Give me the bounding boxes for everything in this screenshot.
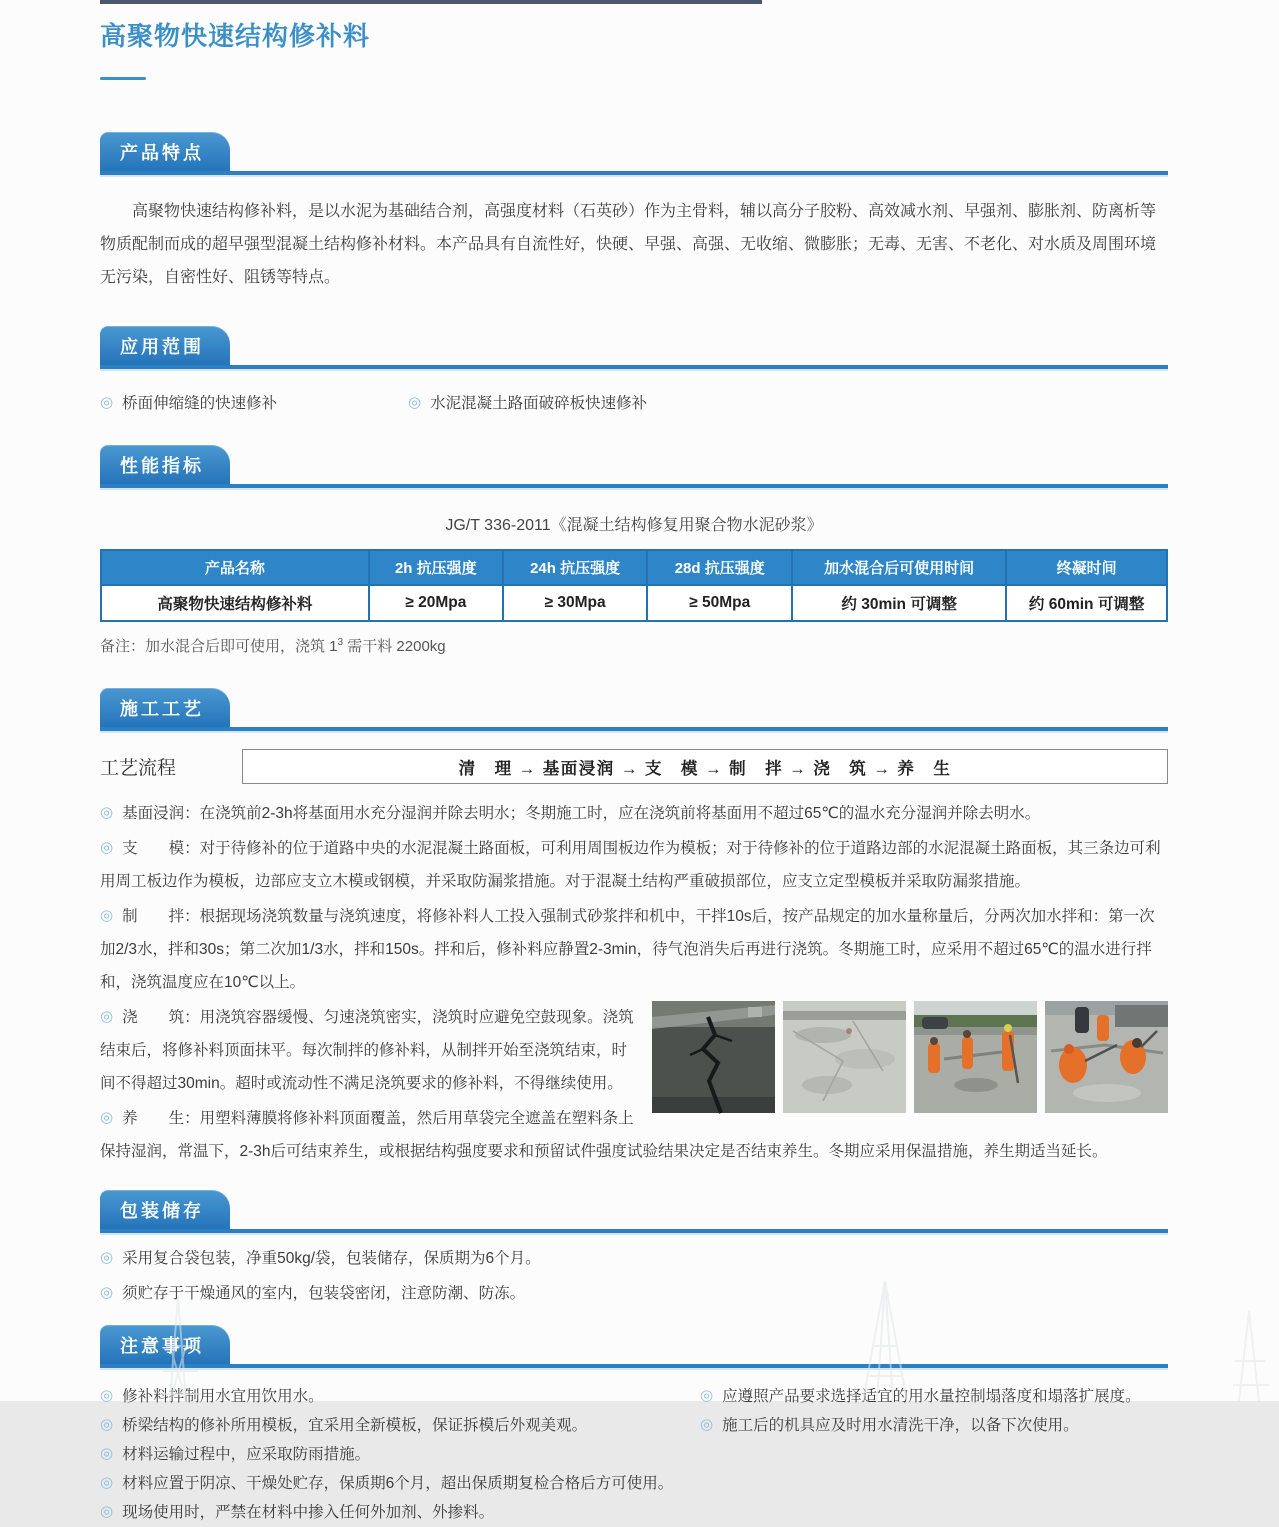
road-repair-workers-photo — [914, 1001, 1037, 1113]
table-cell: 约 60min 可调整 — [1006, 585, 1167, 621]
watermark-tower-sketch — [140, 1286, 220, 1401]
table-cell: ≥ 50Mpa — [647, 585, 792, 621]
ring-bullet-icon: ◎ — [700, 1387, 714, 1404]
packaging-text: 须贮存于干燥通风的室内，包装袋密闭，注意防潮、防冻。 — [122, 1285, 526, 1302]
pavement-crack-photo — [652, 1001, 775, 1113]
step-text: 支 模：对于待修补的位于道路中央的水泥混凝土路面板，可利用周围板边作为模板；对于待修补的位于道路边部的水泥混凝土路面板，其三条边可利用周工板边作为模板，边部应支立木模或钢模，并采取防漏浆措施。对于混凝土结构严重破损部位，应支立定型模板并采取防漏浆措施。 — [100, 840, 1161, 890]
step-text: 养 生：用塑料薄膜将修补料顶面覆盖，然后用草袋完全遮盖在塑料条上保持湿润，常温下，2-3h后可结束养生，或根据结构强度要求和预留试件强度试验结果决定是否结束养生。冬期应采用保温措施，养生期适当延长。 — [100, 1110, 1108, 1160]
note-text: 应遵照产品要求选择适宜的用水量控制塌落度和塌落扩展度。 — [722, 1388, 1141, 1405]
note-text: 施工后的机具应及时用水清洗干净，以备下次使用。 — [722, 1417, 1079, 1434]
note-text: 修补料拌制用水宜用饮用水。 — [122, 1388, 324, 1405]
process-flow-box — [242, 749, 1168, 784]
table-cell: ≥ 30Mpa — [503, 585, 648, 621]
step-text: 制 拌：根据现场浇筑数量与浇筑速度，将修补料人工投入强制式砂浆拌和机中，干拌10s后，按产品规定的加水量称量后，分两次加水拌和：第一次加2/3水，拌和30s；第二次加1/3水，拌和150s。拌和后，修补料应静置2-3min，待气泡消失后再进行浇筑。冬期施工时，应采用不超过65℃的温水进行拌和，浇筑温度应在10℃以上。 — [100, 908, 1155, 991]
section-header-features — [100, 132, 1168, 175]
application-text: 水泥混凝土路面破碎板快速修补 — [430, 395, 648, 412]
section-header-applications — [100, 326, 1168, 369]
table-remark — [100, 635, 1168, 656]
application-item — [408, 391, 647, 413]
section-tab-notes: 注意事项 — [100, 1325, 230, 1364]
applications-list — [100, 391, 1168, 413]
patching-work-photo — [1045, 1001, 1168, 1113]
section-tab-construction: 施工工艺 — [100, 688, 230, 727]
step-mixing — [100, 900, 1168, 999]
table-header-cell: 产品名称 — [101, 550, 369, 585]
standard-caption: JG/T 336-2011《混凝土结构修复用聚合物水泥砂浆》 — [445, 517, 823, 534]
note-item — [700, 1382, 1168, 1411]
remark-suffix: 需干料 2200kg — [343, 638, 446, 655]
table-cell: ≥ 20Mpa — [369, 585, 503, 621]
packaging-item — [100, 1246, 1168, 1268]
notes-left-column — [100, 1382, 700, 1527]
note-text: 桥梁结构的修补所用模板，宜采用全新模板，保证拆模后外观美观。 — [122, 1417, 588, 1434]
step-base-wetting — [100, 797, 1168, 830]
note-item — [100, 1469, 700, 1498]
section-tab-packaging: 包装储存 — [100, 1190, 230, 1229]
section-header-notes — [100, 1325, 1168, 1368]
ring-bullet-icon: ◎ — [408, 394, 422, 411]
notes-right-column — [700, 1382, 1168, 1527]
site-photo-strip — [652, 1001, 1168, 1113]
table-header-cell: 28d 抗压强度 — [647, 550, 792, 585]
step-text: 基面浸润：在浇筑前2-3h将基面用水充分湿润并除去明水；冬期施工时，应在浇筑前将基面用不超过65℃的温水充分湿润并除去明水。 — [122, 805, 1041, 822]
table-header-cell: 加水混合后可使用时间 — [792, 550, 1006, 585]
ring-bullet-icon: ◎ — [100, 1249, 114, 1266]
step-text: 浇 筑：用浇筑容器缓慢、匀速浇筑密实，浇筑时应避免空鼓现象。浇筑结束后，将修补料顶面抹平。每次制拌的修补料，从制拌开始至浇筑结束，时间不得超过30min。超时或流动性不满足浇筑要求的修补料，不得继续使用。 — [100, 1009, 634, 1092]
table-row — [101, 585, 1167, 621]
process-flow-label: 工艺流程 — [100, 758, 177, 779]
note-item — [100, 1411, 700, 1440]
features-paragraph: 高聚物快速结构修补料，是以水泥为基础结合剂，高强度材料（石英砂）作为主骨料，辅以高分子胶粉、高效减水剂、早强剂、膨胀剂、防离析等物质配制而成的超早强型混凝土结构修补材料。本产品具有自流性好，快硬、早强、高强、无收缩、微膨胀；无毒、无害、不老化、对水质及周围环境无污染，自密性好、阻锈等特点。 — [100, 203, 1157, 286]
packaging-text: 采用复合袋包装，净重50kg/袋，包装储存，保质期为6个月。 — [122, 1250, 541, 1267]
note-item — [100, 1498, 700, 1527]
ring-bullet-icon: ◎ — [100, 394, 114, 411]
section-header-packaging — [100, 1190, 1168, 1233]
section-header-construction — [100, 688, 1168, 731]
ring-bullet-icon: ◎ — [100, 1284, 114, 1301]
note-item — [700, 1411, 1168, 1440]
notes-grid — [100, 1382, 1168, 1527]
table-header-cell: 2h 抗压强度 — [369, 550, 503, 585]
section-tab-features: 产品特点 — [100, 132, 230, 171]
ring-bullet-icon: ◎ — [100, 1416, 114, 1433]
process-flow-text: 清 理 → 基面浸润 → 支 模 → 制 拌 → 浇 筑 → 养 生 — [458, 760, 952, 778]
table-header-row — [101, 550, 1167, 585]
construction-steps — [100, 797, 1168, 1168]
ring-bullet-icon: ◎ — [100, 907, 114, 924]
page-title: 高聚物快速结构修补料 — [100, 21, 371, 51]
ring-bullet-icon: ◎ — [100, 1387, 114, 1404]
ring-bullet-icon: ◎ — [100, 804, 114, 821]
ring-bullet-icon: ◎ — [700, 1416, 714, 1433]
ring-bullet-icon: ◎ — [100, 1503, 114, 1520]
table-header-cell: 24h 抗压强度 — [503, 550, 648, 585]
document-content — [100, 0, 1168, 1527]
section-tab-performance: 性能指标 — [100, 445, 230, 484]
ring-bullet-icon: ◎ — [100, 1109, 114, 1126]
process-flow-row — [100, 749, 1168, 784]
step-formwork — [100, 832, 1168, 898]
application-item — [100, 391, 408, 413]
ring-bullet-icon: ◎ — [100, 1474, 114, 1491]
note-text: 材料运输过程中，应采取防雨措施。 — [122, 1446, 371, 1463]
remark-superscript: 3 — [337, 637, 344, 648]
note-text: 现场使用时，严禁在材料中掺入任何外加剂、外掺料。 — [122, 1504, 495, 1521]
performance-table — [100, 549, 1168, 622]
note-text: 材料应置于阴凉、干燥处贮存，保质期6个月，超出保质期复检合格后方可使用。 — [122, 1475, 674, 1492]
table-cell: 高聚物快速结构修补料 — [101, 585, 369, 621]
note-item — [100, 1440, 700, 1469]
broken-slab-photo — [783, 1001, 906, 1113]
ring-bullet-icon: ◎ — [100, 1445, 114, 1462]
remark-prefix: 备注：加水混合后即可使用，浇筑 1 — [100, 638, 338, 655]
ring-bullet-icon: ◎ — [100, 839, 114, 856]
section-header-performance — [100, 445, 1168, 488]
ring-bullet-icon: ◎ — [100, 1008, 114, 1025]
packaging-item — [100, 1281, 1168, 1303]
section-tab-applications: 应用范围 — [100, 326, 230, 365]
table-header-cell: 终凝时间 — [1006, 550, 1167, 585]
watermark-pylon-sketch — [855, 1276, 915, 1401]
application-text: 桥面伸缩缝的快速修补 — [122, 395, 278, 412]
title-underline — [100, 77, 146, 80]
watermark-pylon-sketch — [1225, 1311, 1279, 1401]
table-cell: 约 30min 可调整 — [792, 585, 1006, 621]
